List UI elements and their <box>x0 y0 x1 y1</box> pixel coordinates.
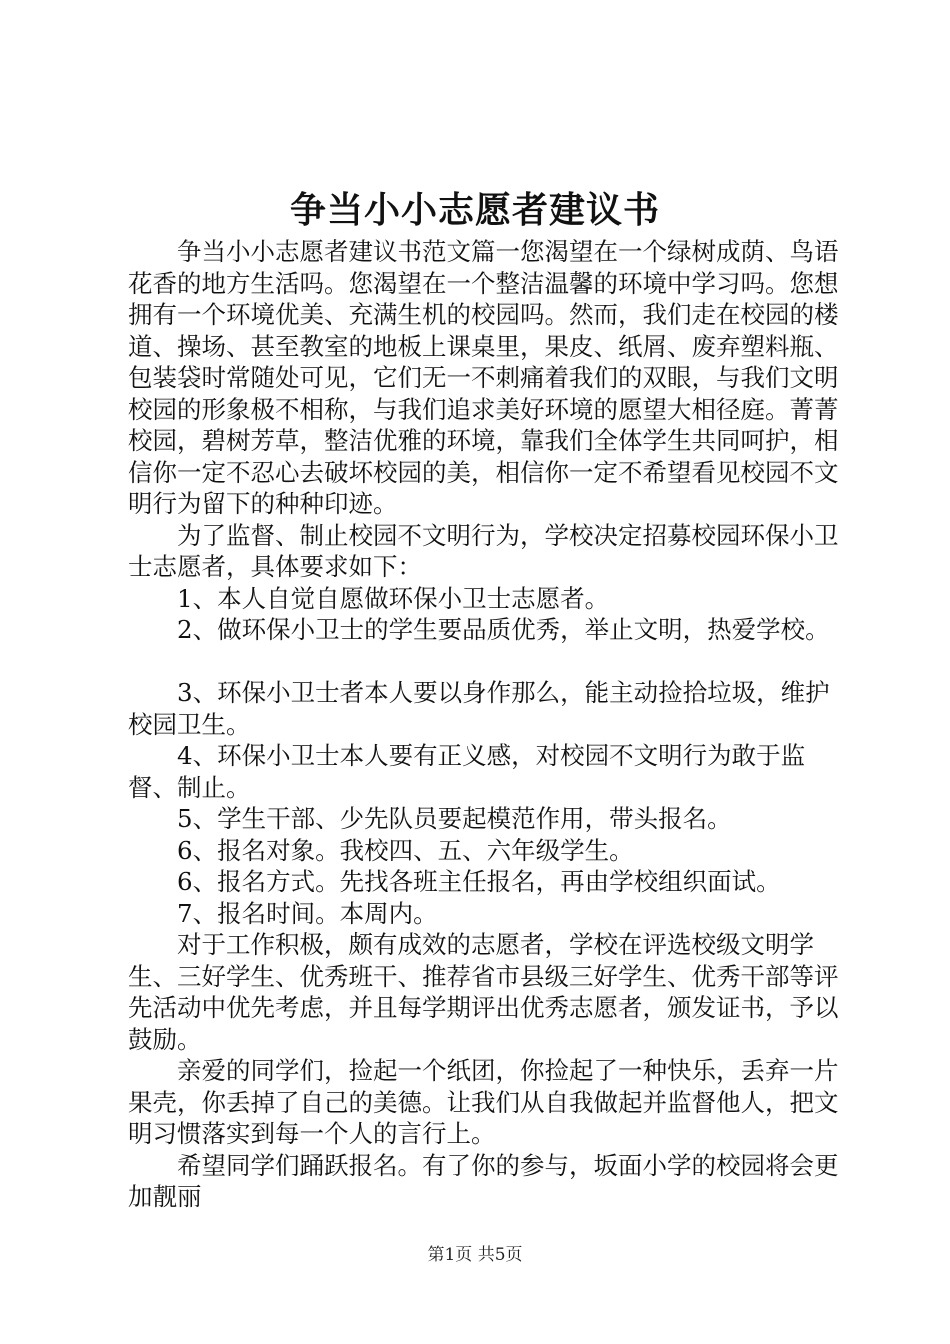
requirement-item: 4、环保小卫士本人要有正义感，对校园不文明行为敢于监督、制止。 <box>128 741 806 802</box>
requirement-item: 6、报名对象。我校四、五、六年级学生。 <box>177 835 634 865</box>
document-body <box>128 236 844 1213</box>
document-title: 争当小小志愿者建议书 <box>289 189 660 231</box>
requirement-item: 1、本人自觉自愿做环保小卫士志愿者。 <box>177 583 610 613</box>
paragraph-reward: 对于工作积极，颇有成效的志愿者，学校在评选校级文明学生、三好学生、优秀班干、推荐省市县级三好学生、优秀干部等评先活动中优先考虑，并且每学期评出优秀志愿者，颁发证书，予以鼓励。 <box>128 930 839 1054</box>
paragraph-closing: 希望同学们踊跃报名。有了你的参与，坂面小学的校园将会更加靓丽 <box>128 1150 839 1211</box>
requirement-item: 3、环保小卫士者本人要以身作那么，能主动捡拾垃圾，维护校园卫生。 <box>128 678 830 739</box>
paragraph-recruitment: 为了监督、制止校园不文明行为，学校决定招募校园环保小卫士志愿者，具体要求如下： <box>128 520 839 581</box>
requirement-item: 2、做环保小卫士的学生要品质优秀，举止文明，热爱学校。 <box>177 615 830 644</box>
paragraph-appeal: 亲爱的同学们，捡起一个纸团，你捡起了一种快乐，丢弃一片果壳，你丢掉了自己的美德。让我们从自我做起并监督他人，把文明习惯落实到每一个人的言行上。 <box>128 1056 839 1148</box>
requirement-item: 7、报名时间。本周内。 <box>177 898 438 928</box>
requirement-item: 6、报名方式。先找各班主任报名，再由学校组织面试。 <box>177 867 781 896</box>
paragraph-intro: 争当小小志愿者建议书范文篇一您渴望在一个绿树成荫、鸟语花香的地方生活吗。您渴望在一个整洁温馨的环境中学习吗。您想拥有一个环境优美、充满生机的校园吗。然而，我们走在校园的楼道、操场、甚至教室的地板上课桌里，果皮、纸屑、废弃塑料瓶、包装袋时常随处可见，它们无一不刺痛着我们的双眼，与我们文明校园的形象极不相称，与我们追求美好环境的愿望大相径庭。菁菁校园，碧树芳草，整洁优雅的环境，靠我们全体学生共同呵护，相信你一定不忍心去破坏校园的美，相信你一定不希望看见校园不文明行为留下的种种印迹。 <box>128 237 839 518</box>
page-number-footer: 第1页 共5页 <box>427 1245 523 1265</box>
requirement-item: 5、学生干部、少先队员要起模范作用，带头报名。 <box>177 804 732 833</box>
